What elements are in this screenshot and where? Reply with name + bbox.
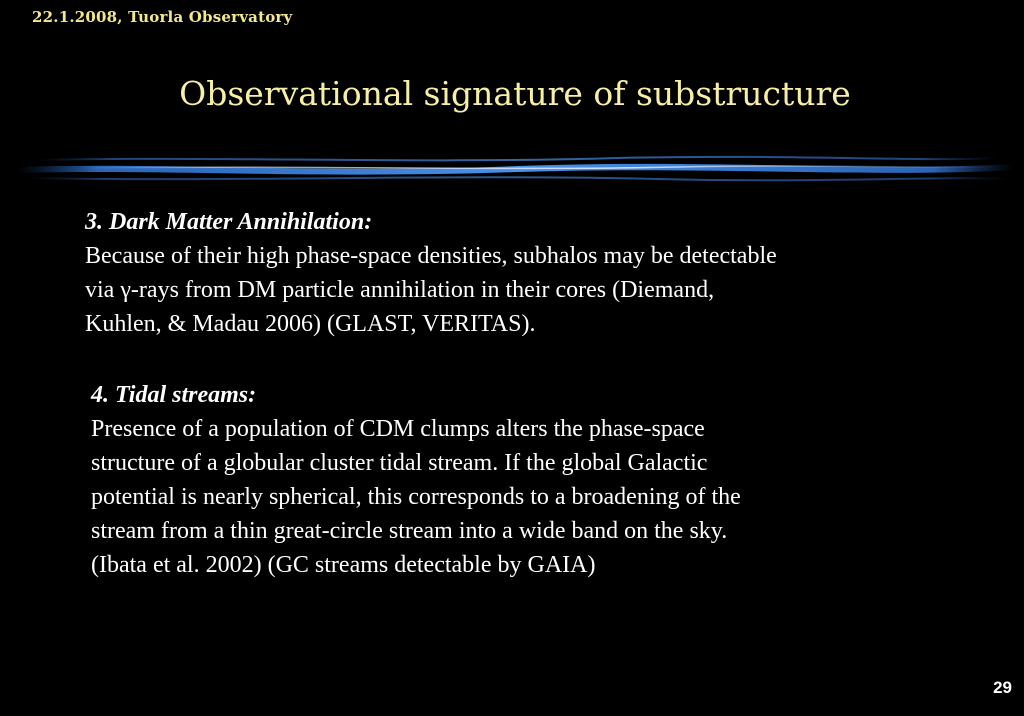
section-line: Presence of a population of CDM clumps alters the phase-space bbox=[91, 416, 705, 442]
slide-title: Observational signature of substructure bbox=[179, 74, 851, 113]
section-heading: 4. Tidal streams: bbox=[91, 382, 257, 408]
section-line: Kuhlen, & Madau 2006) (GLAST, VERITAS). bbox=[85, 311, 536, 337]
section-line: structure of a globular cluster tidal stream. If the global Galactic bbox=[91, 450, 708, 476]
page-number: 29 bbox=[993, 678, 1012, 697]
header-date-location: 22.1.2008, Tuorla Observatory bbox=[32, 8, 293, 26]
title-divider-decoration bbox=[18, 152, 1014, 186]
section-tidal-streams bbox=[91, 378, 991, 582]
section-line: stream from a thin great-circle stream into a wide band on the sky. bbox=[91, 518, 728, 544]
section-line: via γ-rays from DM particle annihilation in their cores (Diemand, bbox=[85, 277, 715, 303]
section-line: (Ibata et al. 2002) (GC streams detectable by GAIA) bbox=[91, 552, 596, 578]
section-line: Because of their high phase-space densities, subhalos may be detectable bbox=[85, 243, 777, 269]
section-line: potential is nearly spherical, this corresponds to a broadening of the bbox=[91, 484, 741, 510]
section-dark-matter-annihilation bbox=[85, 205, 985, 341]
section-heading: 3. Dark Matter Annihilation: bbox=[85, 209, 373, 235]
